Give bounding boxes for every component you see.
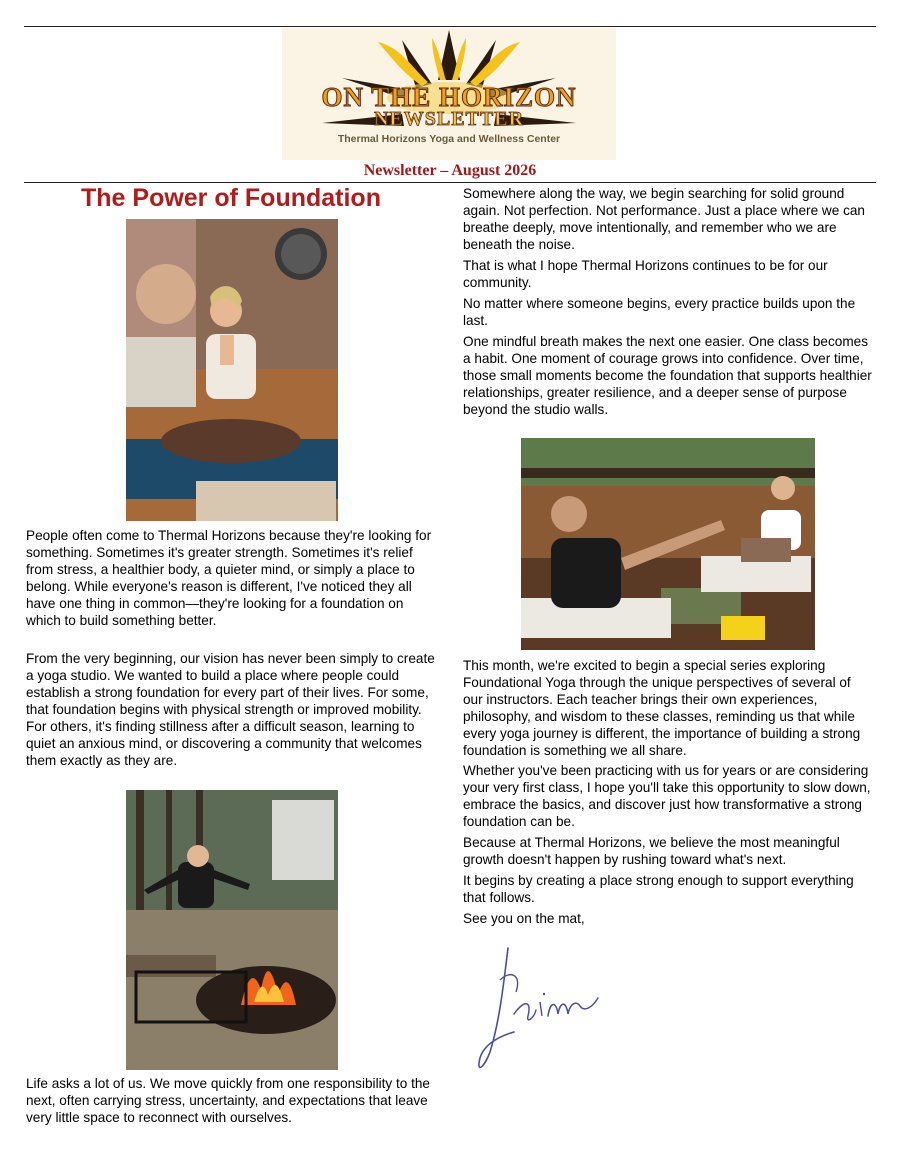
right-paragraph-6: Whether you've been practicing with us for years or are considering your very first class, I hope you'll take this opportunity to slow down, embrace the basics, and discover just how transformative a strong foundation can be. (463, 763, 871, 829)
photo-group-class (521, 438, 815, 650)
article-headline: The Power of Foundation (81, 184, 381, 212)
left-paragraph-2: From the very beginning, our vision has never been simply to create a yoga studio. We wanted to build a place where people could establish a strong foundation for every part of their lives. For some, that foundation begins with physical strength or improved mobility. For others, it's finding stillness after a difficult season, learning to quiet an anxious mind, or discovering a community that welcomes them exactly as they are. (26, 651, 435, 768)
left-paragraph-3: Life asks a lot of us. We move quickly from one responsibility to the next, often carrying stress, uncertainty, and expectations that leave very little space to reconnect with ourselves. (26, 1076, 430, 1125)
right-paragraph-1: Somewhere along the way, we begin searching for solid ground again. Not perfection. Not performance. Just a place where we can breathe deeply, move intentionally, and remember who we are beneath the noise. (463, 186, 865, 252)
masthead-subtitle: NEWSLETTER (373, 108, 525, 130)
left-paragraph-1: People often come to Thermal Horizons because they're looking for something. Sometimes it's greater strength. Sometimes it's relief from stress, a healthier body, a quieter mind, or simply a place to belong. While everyone's reason is different, I've noticed they all have one thing in common—they're looking for a foundation on which to build something better. (26, 528, 432, 628)
right-paragraph-5: This month, we're excited to begin a special series exploring Foundational Yoga through the unique perspectives of several of our instructors. Each teacher brings their own experiences, philosophy, and wisdom to these classes, reminding us that while every yoga journey is different, the importance of building a strong foundation is something we all share. (463, 658, 861, 758)
right-paragraph-2: That is what I hope Thermal Horizons continues to be for our community. (463, 258, 828, 290)
masthead-tagline: Thermal Horizons Yoga and Wellness Center (337, 133, 561, 145)
right-paragraph-7: Because at Thermal Horizons, we believe the most meaningful growth doesn't happen by rushing toward what's next. (463, 835, 840, 867)
top-rule (24, 26, 876, 27)
right-paragraph-8: It begins by creating a place strong enough to support everything that follows. (463, 873, 854, 905)
photo-campfire (126, 790, 338, 1070)
right-paragraph-3: No matter where someone begins, every practice builds upon the last. (463, 296, 856, 328)
header-rule (24, 182, 876, 183)
signature (470, 940, 610, 1080)
issue-date: Newsletter – August 2026 (363, 162, 537, 179)
photo-meditation (126, 219, 338, 521)
masthead-title: ON THE HORIZON (321, 82, 577, 112)
masthead-logo (282, 28, 616, 160)
right-paragraph-9: See you on the mat, (463, 911, 585, 926)
right-paragraph-4: One mindful breath makes the next one easier. One class becomes a habit. One moment of courage grows into confidence. Over time, those small moments become the foundation that supports healthier relationships, greater resilience, and a deeper sense of purpose beyond the studio walls. (463, 334, 872, 417)
